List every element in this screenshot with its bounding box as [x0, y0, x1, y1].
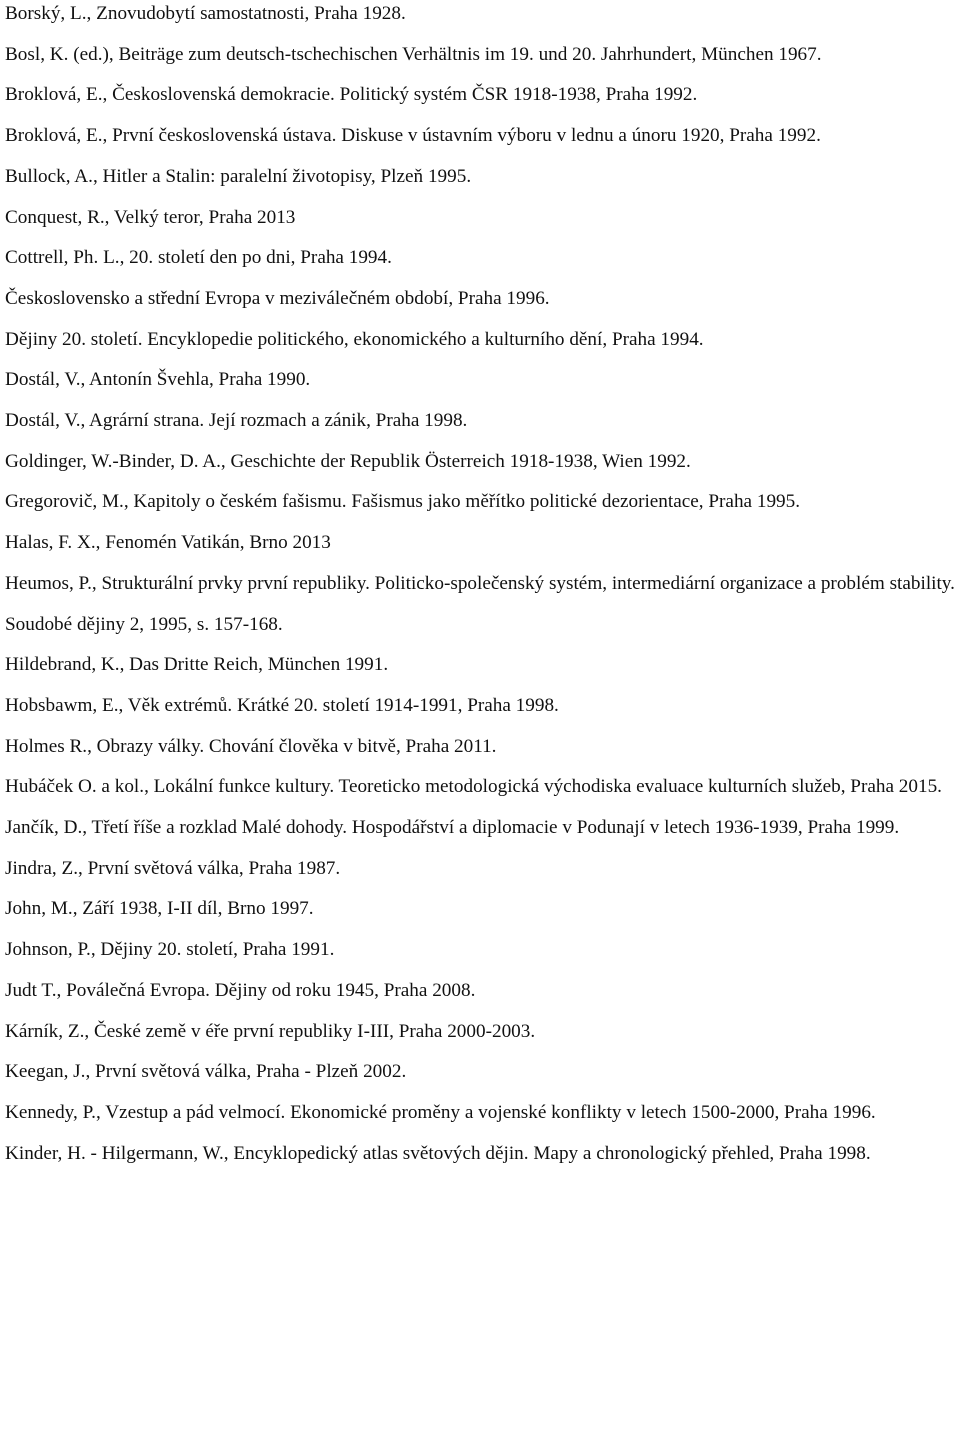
bibliography-entry: Johnson, P., Dějiny 20. století, Praha 1991. — [5, 939, 335, 961]
bibliography-list — [5, 0, 957, 1174]
bibliography-entry: Dostál, V., Agrární strana. Její rozmach a zánik, Praha 1998. — [5, 410, 468, 432]
bibliography-entry: Hubáček O. a kol., Lokální funkce kultury. Teoreticko metodologická východiska evaluace kulturních služeb, Praha 2015. — [5, 776, 942, 798]
bibliography-entry: Kennedy, P., Vzestup a pád velmocí. Ekonomické proměny a vojenské konflikty v letech 1500-2000, Praha 1996. — [5, 1101, 876, 1123]
bibliography-entry: Heumos, P., Strukturální prvky první republiky. Politicko-společenský systém, intermediární organizace a problém stability. Soudobé dějiny 2, 1995, s. 157-168. — [5, 572, 955, 635]
bibliography-entry: Broklová, E., První československá ústava. Diskuse v ústavním výboru v lednu a únoru 1920, Praha 1992. — [5, 125, 821, 147]
bibliography-entry: Holmes R., Obrazy války. Chování člověka v bitvě, Praha 2011. — [5, 735, 497, 757]
bibliography-entry: Gregorovič, M., Kapitoly o českém fašismu. Fašismus jako měřítko politické dezorientace, Praha 1995. — [5, 491, 801, 513]
bibliography-entry: Conquest, R., Velký teror, Praha 2013 — [5, 206, 296, 228]
bibliography-entry: Dostál, V., Antonín Švehla, Praha 1990. — [5, 369, 311, 391]
bibliography-entry: Bosl, K. (ed.), Beiträge zum deutsch-tschechischen Verhältnis im 19. und 20. Jahrhundert, München 1967. — [5, 43, 822, 65]
bibliography-entry: Hobsbawm, E., Věk extrémů. Krátké 20. století 1914-1991, Praha 1998. — [5, 694, 559, 716]
bibliography-entry: Jindra, Z., První světová válka, Praha 1987. — [5, 857, 341, 879]
bibliography-entry: John, M., Září 1938, I-II díl, Brno 1997. — [5, 898, 314, 920]
bibliography-entry: Kinder, H. - Hilgermann, W., Encyklopedický atlas světových dějin. Mapy a chronologický přehled, Praha 1998. — [5, 1142, 871, 1164]
bibliography-entry: Hildebrand, K., Das Dritte Reich, München 1991. — [5, 654, 389, 676]
bibliography-entry: Kárník, Z., České země v éře první republiky I-III, Praha 2000-2003. — [5, 1020, 536, 1042]
bibliography-entry: Goldinger, W.-Binder, D. A., Geschichte der Republik Österreich 1918-1938, Wien 1992. — [5, 450, 691, 472]
bibliography-entry: Československo a střední Evropa v meziválečném období, Praha 1996. — [5, 287, 550, 309]
bibliography-entry: Dějiny 20. století. Encyklopedie politického, ekonomického a kulturního dění, Praha 1994. — [5, 328, 704, 350]
bibliography-entry: Bullock, A., Hitler a Stalin: paralelní životopisy, Plzeň 1995. — [5, 165, 472, 187]
bibliography-entry: Cottrell, Ph. L., 20. století den po dni, Praha 1994. — [5, 247, 392, 269]
bibliography-entry: Halas, F. X., Fenomén Vatikán, Brno 2013 — [5, 532, 331, 554]
bibliography-entry: Keegan, J., První světová válka, Praha - Plzeň 2002. — [5, 1061, 407, 1083]
bibliography-entry: Jančík, D., Třetí říše a rozklad Malé dohody. Hospodářství a diplomacie v Podunají v letech 1936-1939, Praha 1999. — [5, 817, 900, 839]
bibliography-entry: Judt T., Poválečná Evropa. Dějiny od roku 1945, Praha 2008. — [5, 979, 476, 1001]
bibliography-entry: Broklová, E., Československá demokracie. Politický systém ČSR 1918-1938, Praha 1992. — [5, 84, 698, 106]
bibliography-entry: Borský, L., Znovudobytí samostatnosti, Praha 1928. — [5, 3, 406, 24]
